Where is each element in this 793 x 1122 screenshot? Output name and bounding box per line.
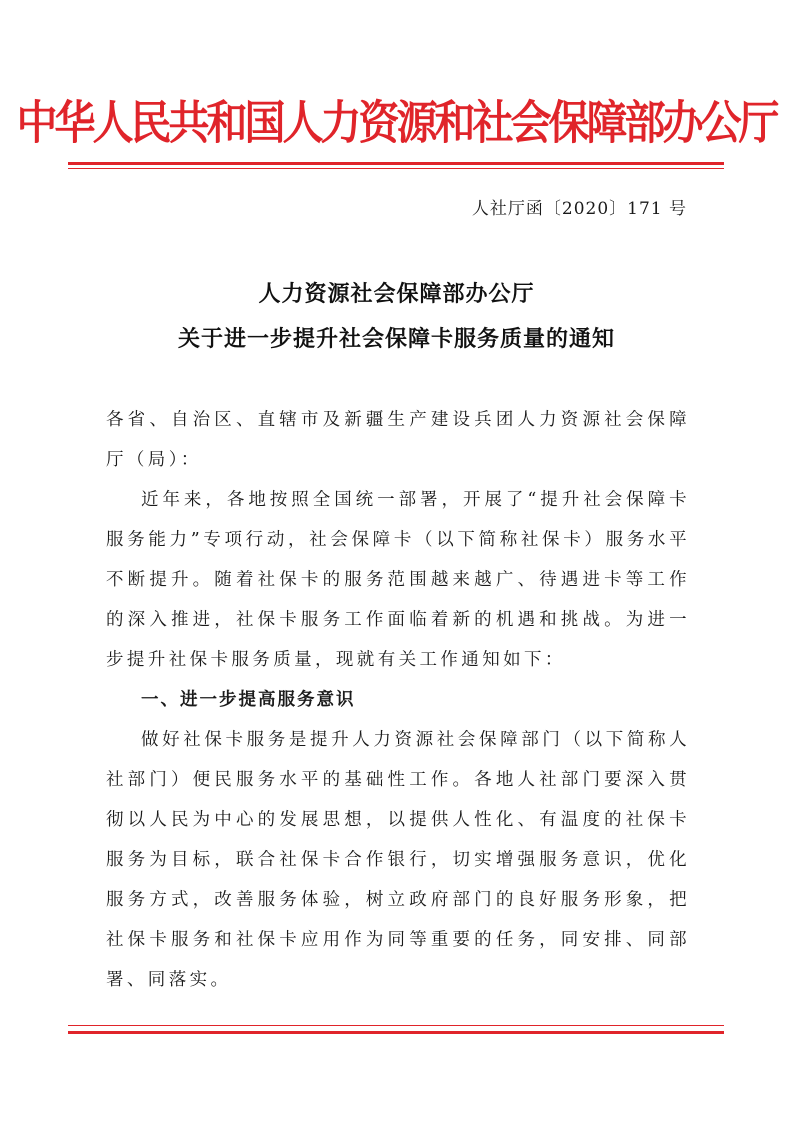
document-number: 人社厅函〔2020〕171 号	[471, 199, 687, 219]
footer-rule-thin	[68, 1025, 724, 1026]
document-body	[106, 400, 690, 1000]
footer-rule-thick	[68, 1031, 724, 1034]
salutation: 各省、自治区、直辖市及新疆生产建设兵团人力资源社会保障厅（局）：	[106, 410, 690, 470]
issuer-masthead: 中华人民共和国人力资源和社会保障部办公厅	[16, 96, 777, 150]
section-1-heading: 一、进一步提高服务意识	[141, 690, 356, 710]
intro-paragraph: 近年来，各地按照全国统一部署，开展了“提升社会保障卡服务能力”专项行动，社会保障卡（以下简称社保卡）服务水平不断提升。随着社保卡的服务范围越来越广、待遇进卡等工作的深入推进，社保卡服务工作面临着新的机遇和挑战。为进一步提升社保卡服务质量，现就有关工作通知如下：	[106, 490, 690, 670]
section-1-paragraph: 做好社保卡服务是提升人力资源社会保障部门（以下简称人社部门）便民服务水平的基础性工作。各地人社部门要深入贯彻以人民为中心的发展思想，以提供人性化、有温度的社保卡服务为目标，联合社保卡合作银行，切实增强服务意识，优化服务方式，改善服务体验，树立政府部门的良好服务形象，把社保卡服务和社保卡应用作为同等重要的任务，同安排、同部署、同落实。	[106, 730, 690, 990]
masthead-rule-thin	[68, 168, 724, 169]
document-title	[0, 272, 793, 362]
title-line-1: 人力资源社会保障部办公厅	[258, 282, 535, 307]
title-line-2: 关于进一步提升社会保障卡服务质量的通知	[177, 327, 615, 352]
masthead-rule-thick	[68, 162, 724, 165]
